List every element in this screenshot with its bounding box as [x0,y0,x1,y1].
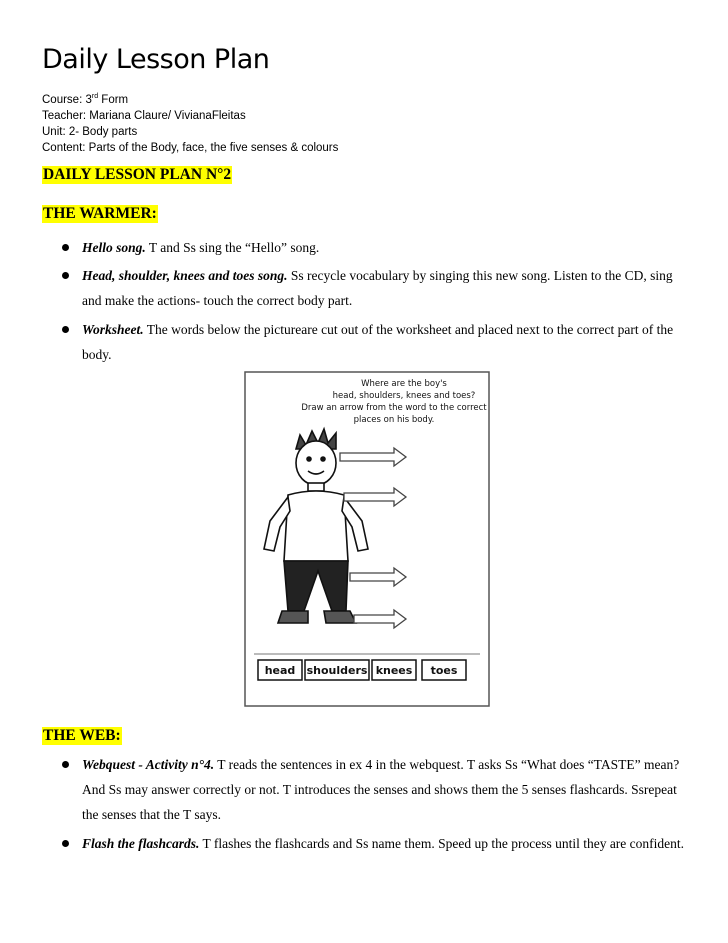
worksheet-image [244,371,490,707]
course-label: Course: 3 [42,93,92,106]
worksheet-instruction-1: Where are the boy's [361,379,447,389]
word-card-shoulders: shoulders [306,664,368,677]
list-item [0,317,728,367]
course-line [42,89,338,108]
worksheet-instruction-3: Draw an arrow from the word to the correct [301,403,487,413]
item-lead: Head, shoulder, knees and toes song. [82,268,288,283]
warmer-list [0,235,728,367]
list-item [0,831,728,856]
worksheet-instruction-4: places on his body. [353,415,435,425]
lesson-meta [42,89,338,156]
item-lead: Webquest - Activity n°4. [82,757,215,772]
list-item [0,752,728,827]
page-title: Daily Lesson Plan [42,44,270,75]
list-item [0,263,728,313]
web-list [0,752,728,856]
content-line: Content: Parts of the Body, face, the five senses & colours [42,141,339,154]
bullet-icon [62,326,69,333]
warmer-heading: THE WARMER: [43,205,157,222]
item-text: The words below the pictureare cut out of the worksheet and placed next to the correct part of the body. [82,322,674,362]
bullet-icon [62,272,69,279]
item-text: T reads the sentences in ex 4 in the webquest. T asks Ss “What does “TASTE” mean? And Ss may answer correctly or not. T introduces the senses and shows them the 5 senses flashcards. Ssrepeat the senses that the T says. [82,757,680,822]
plan-heading: DAILY LESSON PLAN N°2 [43,166,232,183]
bullet-icon [62,761,69,768]
worksheet-instruction-2: head, shoulders, knees and toes? [332,391,476,401]
word-card-toes: toes [430,664,458,677]
item-text: T and Ss sing the “Hello” song. [145,240,320,255]
unit-line: Unit: 2- Body parts [42,125,138,138]
word-card-knees: knees [375,664,413,677]
word-card-head: head [264,664,296,677]
item-lead: Worksheet. [82,322,144,337]
item-text: Ss recycle vocabulary by singing this new song. Listen to the CD, sing and make the actions- touch the correct body part. [82,268,673,308]
bullet-icon [62,244,69,251]
teacher-line: Teacher: Mariana Claure/ VivianaFleitas [42,109,246,122]
course-superscript: rd [91,93,99,100]
web-heading: THE WEB: [43,727,121,744]
item-text: T flashes the flashcards and Ss name them. Speed up the process until they are confident. [199,836,685,851]
course-rest: Form [98,93,129,106]
item-lead: Flash the flashcards. [82,836,200,851]
item-lead: Hello song. [82,240,146,255]
list-item [0,235,728,260]
bullet-icon [62,840,69,847]
